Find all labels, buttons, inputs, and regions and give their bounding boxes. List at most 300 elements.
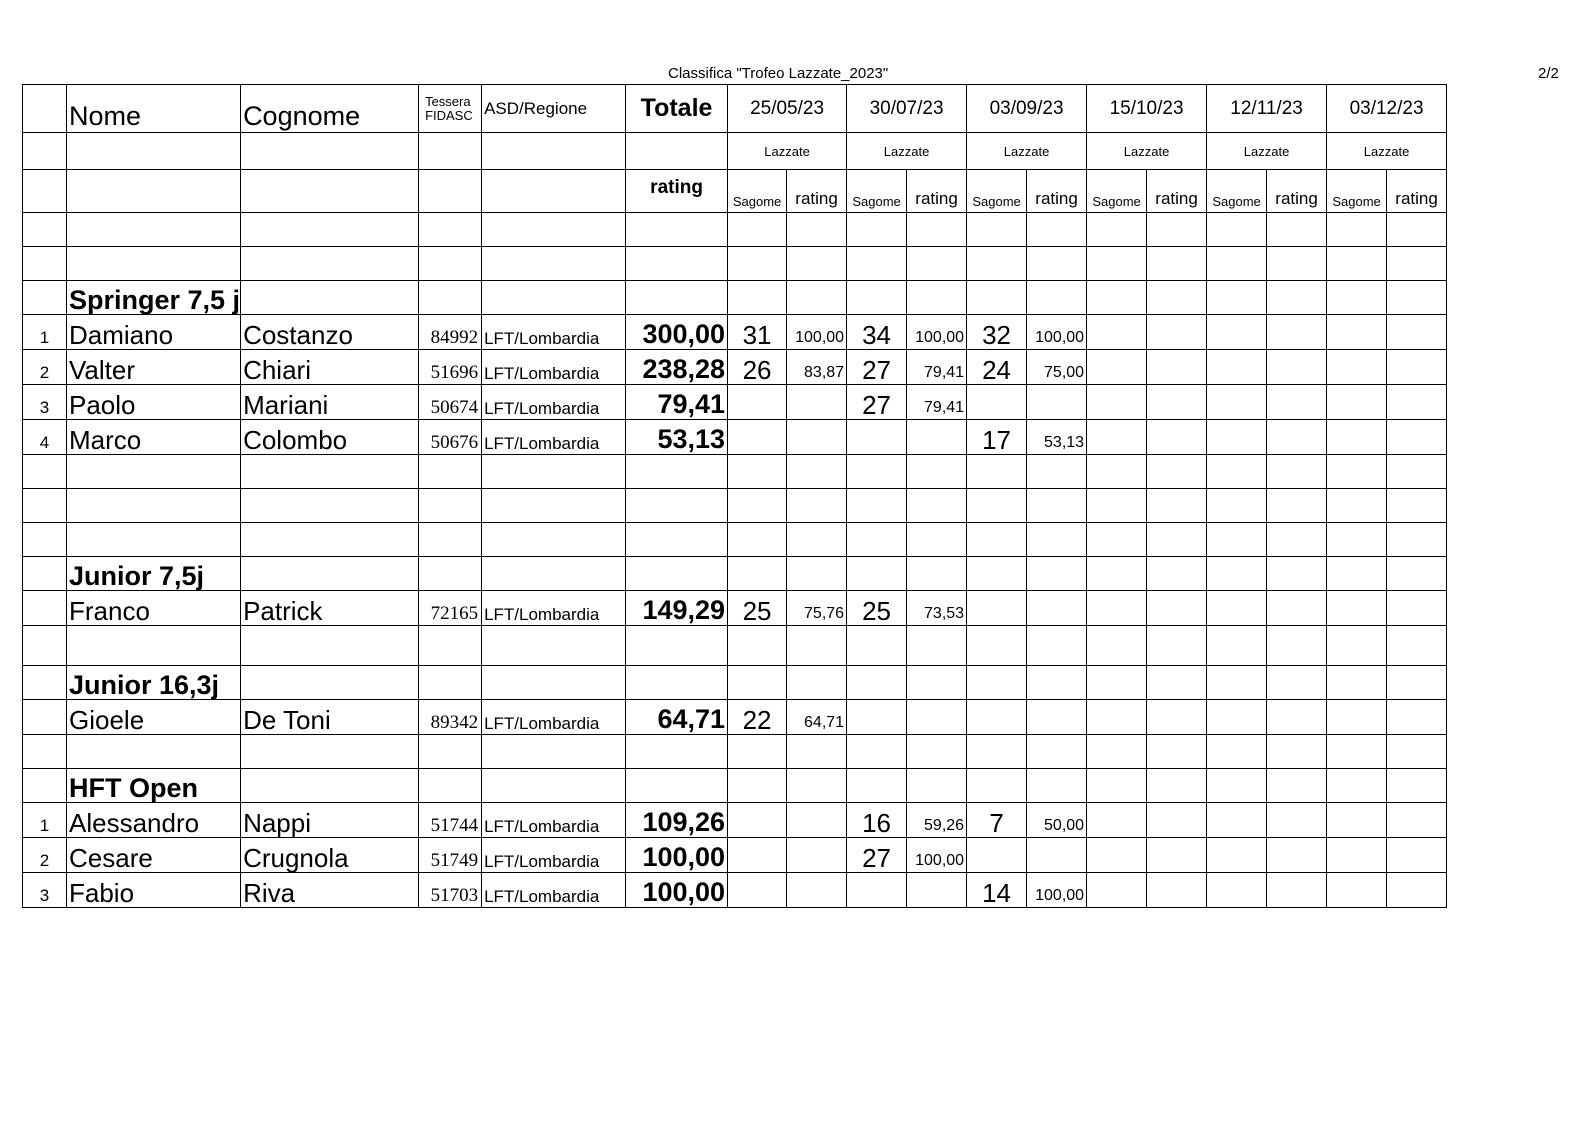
header-total-rating: rating <box>626 170 728 213</box>
empty-cell <box>241 281 419 315</box>
nome-cell: Franco <box>67 591 241 626</box>
empty-cell <box>1327 281 1387 315</box>
sagome-cell <box>728 803 787 838</box>
empty-cell <box>482 523 626 557</box>
empty-cell <box>728 769 787 803</box>
rating-cell <box>787 873 847 908</box>
empty-cell <box>482 769 626 803</box>
empty-cell <box>967 557 1027 591</box>
rating-cell <box>1027 591 1087 626</box>
rating-cell <box>1147 838 1207 873</box>
empty-cell <box>482 213 626 247</box>
empty-cell <box>1327 455 1387 489</box>
empty-cell <box>1207 455 1267 489</box>
empty-cell <box>241 557 419 591</box>
empty-cell <box>1147 213 1207 247</box>
empty-cell <box>419 523 482 557</box>
empty-cell <box>728 489 787 523</box>
empty-cell <box>907 213 967 247</box>
header-row-titles <box>23 85 1447 133</box>
header-sagome-4: Sagome <box>1087 170 1147 213</box>
empty-cell <box>482 735 626 769</box>
empty-cell <box>1087 735 1147 769</box>
empty-cell <box>787 455 847 489</box>
nome-cell: Cesare <box>67 838 241 873</box>
empty-cell <box>626 523 728 557</box>
empty-cell <box>787 735 847 769</box>
sagome-cell <box>1087 591 1147 626</box>
rating-cell: 59,26 <box>907 803 967 838</box>
empty-cell <box>67 523 241 557</box>
empty-cell <box>847 735 907 769</box>
empty-cell <box>1027 769 1087 803</box>
header-sagome-5: Sagome <box>1207 170 1267 213</box>
rating-cell <box>1027 385 1087 420</box>
empty-cell <box>907 247 967 281</box>
empty-cell <box>1147 735 1207 769</box>
tessera-cell: 51703 <box>419 873 482 908</box>
empty-cell <box>907 489 967 523</box>
empty-cell <box>241 735 419 769</box>
empty-cell <box>419 769 482 803</box>
cognome-cell: Mariani <box>241 385 419 420</box>
empty-cell <box>787 523 847 557</box>
totale-cell: 300,00 <box>626 315 728 350</box>
empty-cell <box>1027 666 1087 700</box>
empty-row <box>23 489 1447 523</box>
empty-cell <box>23 213 67 247</box>
empty-cell <box>482 281 626 315</box>
cognome-cell: Colombo <box>241 420 419 455</box>
empty-cell <box>847 281 907 315</box>
empty-cell <box>1327 523 1387 557</box>
empty-cell <box>626 769 728 803</box>
empty-cell <box>1267 626 1327 666</box>
totale-cell: 100,00 <box>626 873 728 908</box>
rank-cell: 3 <box>23 873 67 908</box>
rating-cell <box>1387 350 1447 385</box>
empty-cell <box>1087 489 1147 523</box>
empty-cell <box>1267 666 1327 700</box>
empty-cell <box>626 133 728 170</box>
sagome-cell <box>728 385 787 420</box>
sagome-cell <box>1327 873 1387 908</box>
empty-cell <box>626 281 728 315</box>
empty-cell <box>1387 455 1447 489</box>
empty-cell <box>419 557 482 591</box>
sagome-cell: 27 <box>847 838 907 873</box>
cognome-cell: Riva <box>241 873 419 908</box>
empty-cell <box>787 557 847 591</box>
empty-cell <box>626 455 728 489</box>
header-tessera-line1: Tessera <box>425 93 471 109</box>
sagome-cell <box>1087 385 1147 420</box>
cognome-cell: Patrick <box>241 591 419 626</box>
sagome-cell <box>1087 700 1147 735</box>
header-sagome-2: Sagome <box>847 170 907 213</box>
rating-cell: 53,13 <box>1027 420 1087 455</box>
rank-cell: 1 <box>23 315 67 350</box>
empty-cell <box>1087 626 1147 666</box>
empty-cell <box>787 489 847 523</box>
asd-cell: LFT/Lombardia <box>482 873 626 908</box>
empty-cell <box>787 247 847 281</box>
empty-cell <box>482 666 626 700</box>
table-row <box>23 385 1447 420</box>
sagome-cell <box>1207 350 1267 385</box>
empty-cell <box>847 247 907 281</box>
tessera-cell: 50676 <box>419 420 482 455</box>
tessera-cell: 51749 <box>419 838 482 873</box>
empty-cell <box>967 247 1027 281</box>
empty-cell <box>241 626 419 666</box>
sagome-cell <box>1327 700 1387 735</box>
empty-cell <box>482 247 626 281</box>
empty-cell <box>67 626 241 666</box>
empty-cell <box>967 626 1027 666</box>
rating-cell <box>787 803 847 838</box>
empty-cell <box>1207 557 1267 591</box>
rating-cell <box>787 420 847 455</box>
sagome-cell: 22 <box>728 700 787 735</box>
sagome-cell: 31 <box>728 315 787 350</box>
nome-cell: Valter <box>67 350 241 385</box>
totale-cell: 64,71 <box>626 700 728 735</box>
empty-cell <box>419 626 482 666</box>
rating-cell: 100,00 <box>787 315 847 350</box>
empty-cell <box>482 170 626 213</box>
rating-cell <box>1027 838 1087 873</box>
empty-cell <box>1207 666 1267 700</box>
rating-cell <box>1147 420 1207 455</box>
rating-cell: 100,00 <box>907 838 967 873</box>
sagome-cell <box>847 420 907 455</box>
rank-cell: 2 <box>23 838 67 873</box>
empty-cell <box>847 213 907 247</box>
category-label: Junior 7,5j <box>67 557 241 591</box>
empty-cell <box>907 626 967 666</box>
sagome-cell <box>1087 873 1147 908</box>
sagome-cell <box>728 838 787 873</box>
nome-cell: Alessandro <box>67 803 241 838</box>
asd-cell: LFT/Lombardia <box>482 350 626 385</box>
category-row <box>23 557 1447 591</box>
ranking-table-body <box>23 85 1447 908</box>
empty-cell <box>967 213 1027 247</box>
rating-cell: 73,53 <box>907 591 967 626</box>
empty-cell <box>1207 735 1267 769</box>
header-date-2: 30/07/23 <box>847 85 967 133</box>
empty-row <box>23 735 1447 769</box>
empty-cell <box>1207 489 1267 523</box>
empty-cell <box>419 666 482 700</box>
sagome-cell: 27 <box>847 385 907 420</box>
empty-cell <box>1087 523 1147 557</box>
rating-cell <box>1267 838 1327 873</box>
empty-cell <box>419 735 482 769</box>
empty-row <box>23 523 1447 557</box>
empty-cell <box>967 455 1027 489</box>
empty-cell <box>241 247 419 281</box>
rating-cell <box>1387 420 1447 455</box>
empty-cell <box>728 735 787 769</box>
empty-cell <box>1267 455 1327 489</box>
rating-cell <box>907 420 967 455</box>
tessera-cell: 89342 <box>419 700 482 735</box>
header-location-6: Lazzate <box>1327 133 1447 170</box>
sagome-cell <box>967 591 1027 626</box>
sagome-cell <box>1207 803 1267 838</box>
empty-cell <box>1027 523 1087 557</box>
rating-cell <box>1387 700 1447 735</box>
empty-cell <box>1087 769 1147 803</box>
nome-cell: Marco <box>67 420 241 455</box>
empty-cell <box>482 489 626 523</box>
asd-cell: LFT/Lombardia <box>482 803 626 838</box>
sagome-cell: 32 <box>967 315 1027 350</box>
empty-cell <box>1267 735 1327 769</box>
header-rank-cell <box>23 85 67 133</box>
rating-cell <box>1267 385 1327 420</box>
totale-cell: 149,29 <box>626 591 728 626</box>
empty-cell <box>1207 247 1267 281</box>
sagome-cell <box>1207 420 1267 455</box>
empty-cell <box>419 170 482 213</box>
cognome-cell: Chiari <box>241 350 419 385</box>
empty-cell <box>1027 213 1087 247</box>
rating-cell <box>1147 591 1207 626</box>
empty-cell <box>241 769 419 803</box>
empty-cell <box>67 170 241 213</box>
empty-cell <box>67 133 241 170</box>
empty-cell <box>23 489 67 523</box>
sagome-cell <box>847 873 907 908</box>
empty-cell <box>241 213 419 247</box>
empty-cell <box>1387 666 1447 700</box>
rating-cell <box>1387 315 1447 350</box>
empty-cell <box>1327 769 1387 803</box>
asd-cell: LFT/Lombardia <box>482 700 626 735</box>
empty-cell <box>907 557 967 591</box>
empty-cell <box>1027 489 1087 523</box>
empty-cell <box>23 247 67 281</box>
sagome-cell <box>728 873 787 908</box>
empty-cell <box>847 666 907 700</box>
empty-cell <box>1147 489 1207 523</box>
empty-cell <box>626 489 728 523</box>
empty-cell <box>1027 735 1087 769</box>
empty-cell <box>1087 666 1147 700</box>
sagome-cell <box>1087 838 1147 873</box>
cognome-cell: Costanzo <box>241 315 419 350</box>
sagome-cell <box>967 385 1027 420</box>
empty-cell <box>967 735 1027 769</box>
empty-cell <box>1327 213 1387 247</box>
rating-cell <box>1387 838 1447 873</box>
sagome-cell: 7 <box>967 803 1027 838</box>
rating-cell <box>1267 803 1327 838</box>
rating-cell: 79,41 <box>907 385 967 420</box>
empty-cell <box>626 666 728 700</box>
rating-cell <box>1147 700 1207 735</box>
header-rating-5: rating <box>1267 170 1327 213</box>
table-row <box>23 838 1447 873</box>
empty-cell <box>847 557 907 591</box>
rating-cell: 75,00 <box>1027 350 1087 385</box>
sagome-cell <box>1327 350 1387 385</box>
rank-cell: 3 <box>23 385 67 420</box>
empty-cell <box>1207 626 1267 666</box>
empty-cell <box>1087 213 1147 247</box>
empty-cell <box>1027 455 1087 489</box>
empty-cell <box>1387 247 1447 281</box>
header-date-1: 25/05/23 <box>728 85 847 133</box>
rating-cell <box>1147 315 1207 350</box>
empty-cell <box>1207 281 1267 315</box>
header-row-locations <box>23 133 1447 170</box>
header-rating-1: rating <box>787 170 847 213</box>
rating-cell: 50,00 <box>1027 803 1087 838</box>
empty-cell <box>241 133 419 170</box>
empty-cell <box>1267 557 1327 591</box>
asd-cell: LFT/Lombardia <box>482 315 626 350</box>
empty-cell <box>23 557 67 591</box>
empty-cell <box>23 523 67 557</box>
empty-cell <box>1147 769 1207 803</box>
rating-cell <box>1147 873 1207 908</box>
totale-cell: 100,00 <box>626 838 728 873</box>
empty-cell <box>728 557 787 591</box>
empty-cell <box>907 769 967 803</box>
empty-cell <box>847 455 907 489</box>
empty-cell <box>1267 281 1327 315</box>
asd-cell: LFT/Lombardia <box>482 591 626 626</box>
header-date-4: 15/10/23 <box>1087 85 1207 133</box>
header-sagome-1: Sagome <box>728 170 787 213</box>
empty-cell <box>241 170 419 213</box>
sagome-cell <box>1207 315 1267 350</box>
header-location-5: Lazzate <box>1207 133 1327 170</box>
totale-cell: 238,28 <box>626 350 728 385</box>
rating-cell <box>1267 350 1327 385</box>
empty-cell <box>907 281 967 315</box>
empty-cell <box>1267 247 1327 281</box>
sagome-cell: 27 <box>847 350 907 385</box>
rating-cell <box>907 700 967 735</box>
empty-cell <box>1147 455 1207 489</box>
empty-cell <box>419 489 482 523</box>
empty-cell <box>482 626 626 666</box>
empty-cell <box>241 523 419 557</box>
empty-cell <box>728 281 787 315</box>
empty-cell <box>1087 281 1147 315</box>
sagome-cell <box>967 838 1027 873</box>
empty-cell <box>907 735 967 769</box>
page-title: Classifica "Trofeo Lazzate_2023" <box>668 65 889 82</box>
sagome-cell <box>1207 700 1267 735</box>
header-date-6: 03/12/23 <box>1327 85 1447 133</box>
header-tessera-line2: FIDASC <box>425 107 473 123</box>
rank-cell: 4 <box>23 420 67 455</box>
empty-cell <box>1387 489 1447 523</box>
empty-row <box>23 626 1447 666</box>
empty-cell <box>241 455 419 489</box>
sagome-cell: 25 <box>847 591 907 626</box>
empty-cell <box>967 489 1027 523</box>
totale-cell: 109,26 <box>626 803 728 838</box>
empty-cell <box>728 213 787 247</box>
sagome-cell <box>1327 591 1387 626</box>
sagome-cell <box>967 700 1027 735</box>
empty-cell <box>967 523 1027 557</box>
empty-cell <box>847 769 907 803</box>
empty-cell <box>1327 557 1387 591</box>
sagome-cell <box>1087 350 1147 385</box>
sagome-cell <box>1207 873 1267 908</box>
empty-cell <box>626 247 728 281</box>
empty-row <box>23 213 1447 247</box>
tessera-cell: 84992 <box>419 315 482 350</box>
empty-cell <box>1327 626 1387 666</box>
ranking-table <box>22 84 1447 908</box>
table-row <box>23 873 1447 908</box>
totale-cell: 53,13 <box>626 420 728 455</box>
asd-cell: LFT/Lombardia <box>482 420 626 455</box>
rating-cell <box>787 838 847 873</box>
sagome-cell <box>1327 803 1387 838</box>
category-label: HFT Open <box>67 769 241 803</box>
rating-cell <box>1387 803 1447 838</box>
empty-cell <box>728 666 787 700</box>
empty-cell <box>419 455 482 489</box>
rating-cell <box>1267 315 1327 350</box>
empty-cell <box>847 626 907 666</box>
header-sagome-3: Sagome <box>967 170 1027 213</box>
header-date-3: 03/09/23 <box>967 85 1087 133</box>
empty-cell <box>1207 523 1267 557</box>
rating-cell <box>1387 385 1447 420</box>
sagome-cell: 17 <box>967 420 1027 455</box>
empty-cell <box>907 666 967 700</box>
tessera-cell: 51744 <box>419 803 482 838</box>
rank-cell: 1 <box>23 803 67 838</box>
header-location-1: Lazzate <box>728 133 847 170</box>
empty-cell <box>1147 626 1207 666</box>
empty-cell <box>1147 281 1207 315</box>
header-location-2: Lazzate <box>847 133 967 170</box>
category-label: Junior 16,3j <box>67 666 241 700</box>
empty-cell <box>1147 666 1207 700</box>
empty-cell <box>1387 557 1447 591</box>
rating-cell <box>1267 420 1327 455</box>
empty-cell <box>23 666 67 700</box>
empty-cell <box>1087 557 1147 591</box>
nome-cell: Paolo <box>67 385 241 420</box>
empty-cell <box>626 213 728 247</box>
empty-cell <box>1207 213 1267 247</box>
nome-cell: Gioele <box>67 700 241 735</box>
empty-cell <box>787 281 847 315</box>
asd-cell: LFT/Lombardia <box>482 385 626 420</box>
sagome-cell: 24 <box>967 350 1027 385</box>
rating-cell <box>907 873 967 908</box>
rating-cell: 83,87 <box>787 350 847 385</box>
empty-cell <box>67 213 241 247</box>
empty-cell <box>967 281 1027 315</box>
empty-row <box>23 247 1447 281</box>
empty-cell <box>907 455 967 489</box>
empty-cell <box>847 489 907 523</box>
